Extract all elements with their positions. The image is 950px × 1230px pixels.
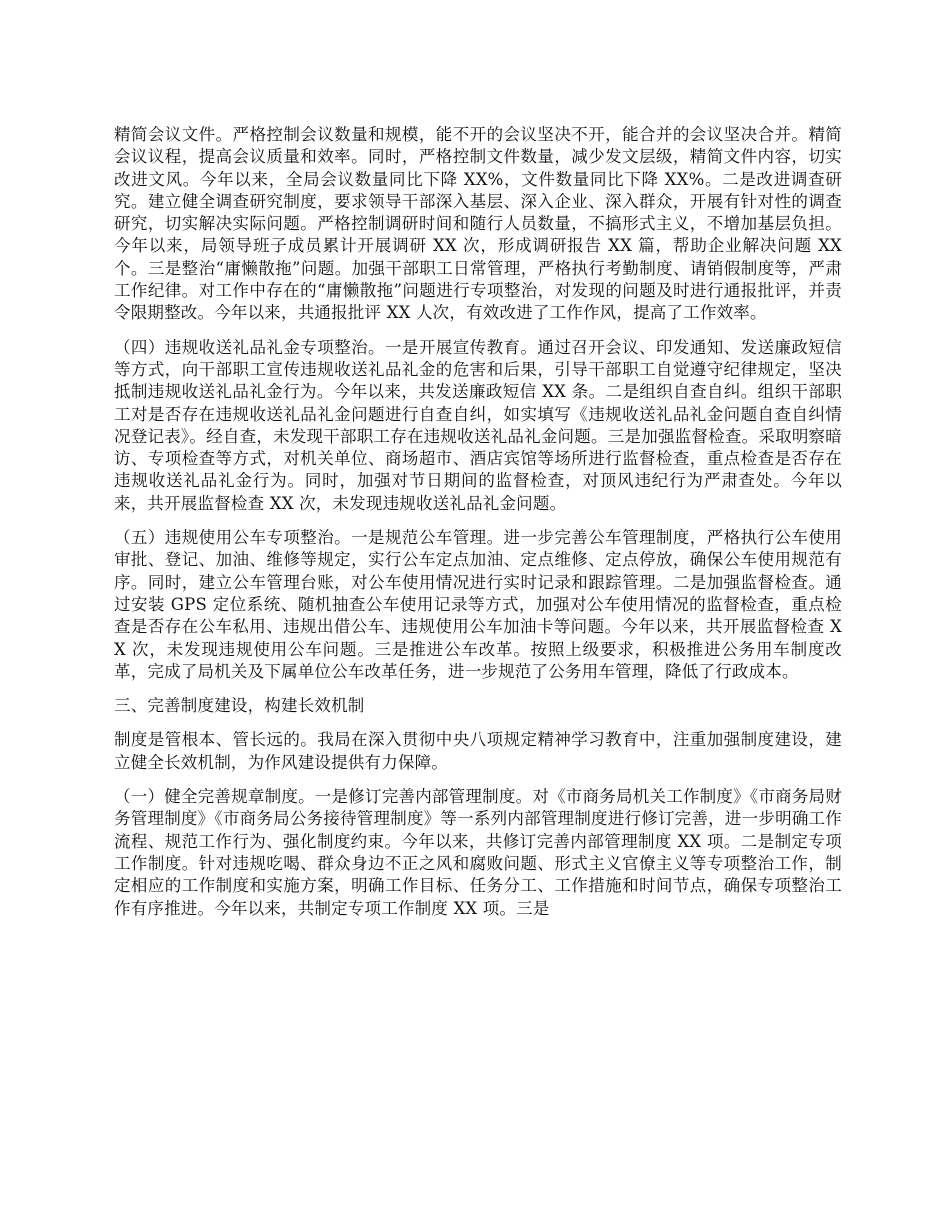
paragraph-gift-rectification: （四）违规收送礼品礼金专项整治。一是开展宣传教育。通过召开会议、印发通知、发送廉政短信等方式，向干部职工宣传违规收送礼品礼金的危害和后果，引导干部职工自觉遵守纪律规定，坚决抵制违规收送礼品礼金行为。今年以来，共发送廉政短信 XX 条。二是组织自查自纠。组织干部职工对是否存在违规收送礼品礼金问题进行自查自纠，如实填写《违规收送礼品礼金问题自查自纠情况登记表》。经自查，未发现干部职工存在违规收送礼品礼金问题。三是加强监督检查。采取明察暗访、专项检查等方式，对机关单位、商场超市、酒店宾馆等场所进行监督检查，重点检查是否存在违规收送礼品礼金行为。同时，加强对节日期间的监督检查，对顶风违纪行为严肃查处。今年以来，共开展监督检查 XX 次，未发现违规收送礼品礼金问题。 (114, 337, 842, 513)
document-body (114, 124, 842, 932)
paragraph-rules-improvement: （一）健全完善规章制度。一是修订完善内部管理制度。对《市商务局机关工作制度》《市商务局财务管理制度》《市商务局公务接待管理制度》等一系列内部管理制度进行修订完善，进一步明确工作流程、规范工作行为、强化制度约束。今年以来，共修订完善内部管理制度 XX 项。二是制定专项工作制度。针对违规吃喝、群众身边不正之风和腐败问题、形式主义官僚主义等专项整治工作，制定相应的工作制度和实施方案，明确工作目标、任务分工、工作措施和时间节点，确保专项整治工作有序推进。今年以来，共制定专项工作制度 XX 项。三是 (114, 787, 842, 918)
paragraph-vehicle-rectification: （五）违规使用公车专项整治。一是规范公车管理。进一步完善公车管理制度，严格执行公车使用审批、登记、加油、维修等规定，实行公车定点加油、定点维修、定点停放，确保公车使用规范有序。同时，建立公车管理台账，对公车使用情况进行实时记录和跟踪管理。二是加强监督检查。通过安装 GPS 定位系统、随机抽查公车使用记录等方式，加强对公车使用情况的监督检查，重点检查是否存在公车私用、违规出借公车、违规使用公车加油卡等问题。今年以来，共开展监督检查 XX 次，未发现违规使用公车问题。三是推进公车改革。按照上级要求，积极推进公务用车制度改革，完成了局机关及下属单位公车改革任务，进一步规范了公务用车管理，降低了行政成本。 (114, 528, 842, 681)
paragraph-meeting-and-research: 精简会议文件。严格控制会议数量和规模，能不开的会议坚决不开，能合并的会议坚决合并。精简会议议程，提高会议质量和效率。同时，严格控制文件数量，减少发文层级，精简文件内容，切实改进文风。今年以来，全局会议数量同比下降 XX%，文件数量同比下降 XX%。二是改进调查研究。建立健全调查研究制度，要求领导干部深入基层、深入企业、深入群众，开展有针对性的调查研究，切实解决实际问题。严格控制调研时间和随行人员数量，不搞形式主义，不增加基层负担。今年以来，局领导班子成员累计开展调研 XX 次，形成调研报告 XX 篇，帮助企业解决问题 XX 个。三是整治“庸懒散拖”问题。加强干部职工日常管理，严格执行考勤制度、请销假制度等，严肃工作纪律。对工作中存在的“庸懒散拖”问题进行专项整治，对发现的问题及时进行通报批评，并责令限期整改。今年以来，共通报批评 XX 人次，有效改进了工作作风，提高了工作效率。 (114, 125, 842, 323)
paragraph-system-intro: 制度是管根本、管长远的。我局在深入贯彻中央八项规定精神学习教育中，注重加强制度建设，建立健全长效机制，为作风建设提供有力保障。 (114, 730, 842, 772)
section-heading-system-building: 三、完善制度建设，构建长效机制 (114, 696, 365, 716)
